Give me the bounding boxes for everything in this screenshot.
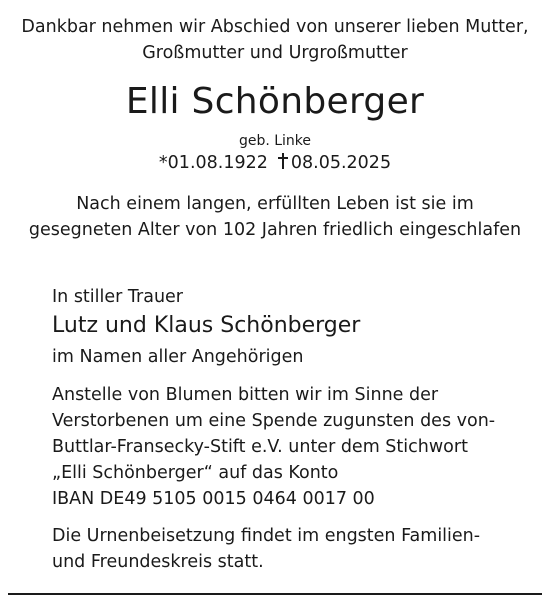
birth-date: *01.08.1922 xyxy=(158,153,268,173)
donation-request xyxy=(52,382,530,512)
relatives-line: im Namen aller Angehörigen xyxy=(52,347,304,367)
mourning-intro: In stiller Trauer xyxy=(52,287,183,307)
funeral-line: Die Urnenbeisetzung findet im engsten Familien- xyxy=(52,526,481,546)
life-dates xyxy=(0,150,550,176)
life-text xyxy=(0,191,550,243)
latin-cross-icon xyxy=(278,153,289,169)
bottom-border xyxy=(8,593,542,595)
intro-text xyxy=(0,14,550,66)
donation-line: Buttlar-Fransecky-Stift e.V. unter dem Stichwort xyxy=(52,437,468,457)
donation-line: Anstelle von Blumen bitten wir im Sinne der xyxy=(52,385,439,405)
iban-line: IBAN DE49 5105 0015 0464 0017 00 xyxy=(52,489,375,509)
donation-line: Verstorbenen um eine Spende zugunsten des von- xyxy=(52,411,496,431)
intro-line: Dankbar nehmen wir Abschied von unserer lieben Mutter, xyxy=(21,17,529,37)
intro-line: Großmutter und Urgroßmutter xyxy=(142,43,408,63)
mourners-names: Lutz und Klaus Schönberger xyxy=(52,313,361,338)
donation-line: „Elli Schönberger“ auf das Konto xyxy=(52,463,339,483)
funeral-note xyxy=(52,523,530,575)
funeral-line: und Freundeskreis statt. xyxy=(52,552,264,572)
maiden-name: geb. Linke xyxy=(238,133,312,149)
death-date: 08.05.2025 xyxy=(290,153,392,173)
life-line: Nach einem langen, erfüllten Leben ist sie im xyxy=(76,194,474,214)
life-line: gesegneten Alter von 102 Jahren friedlich eingeschlafen xyxy=(28,220,522,240)
deceased-name: Elli Schönberger xyxy=(125,81,425,122)
